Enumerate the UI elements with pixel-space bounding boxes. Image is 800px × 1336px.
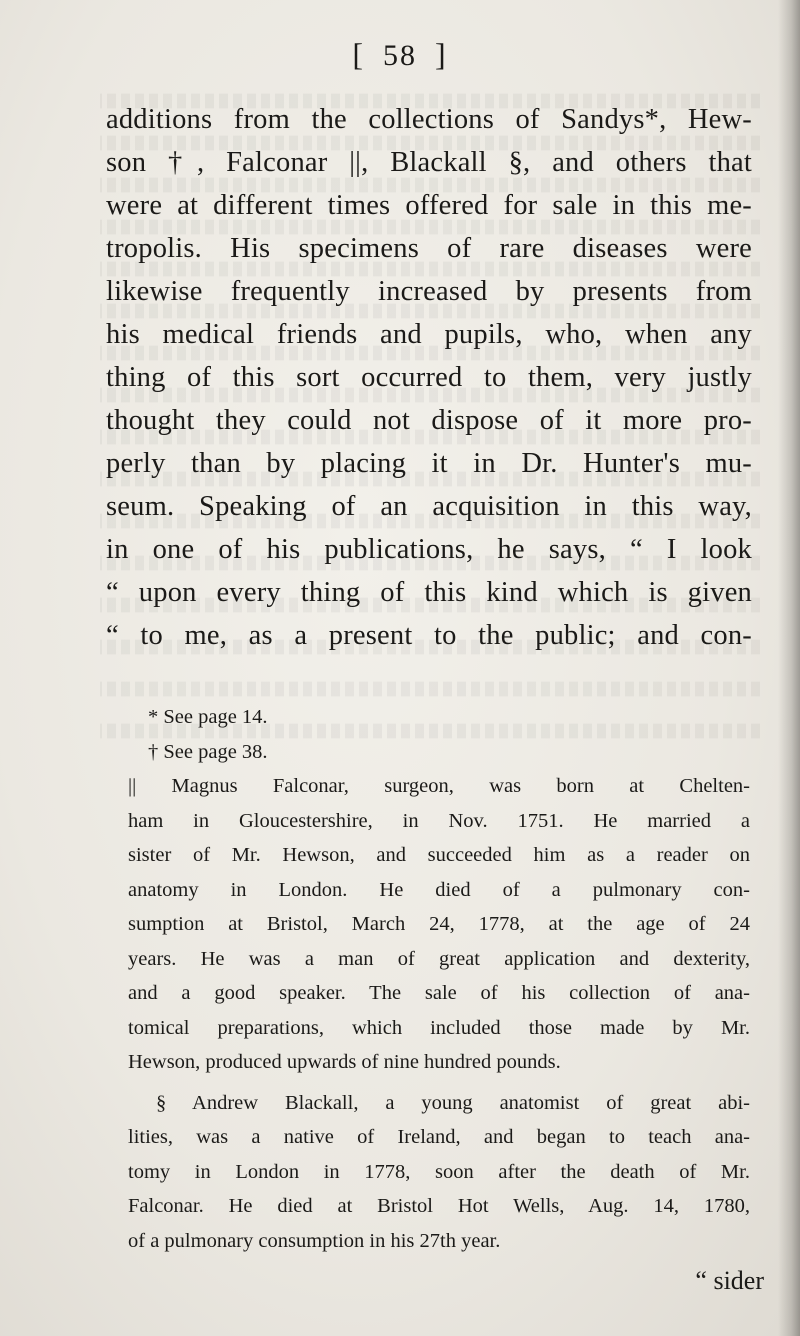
footnote-blackall-line: of a pulmonary consumption in his 27th year. [128,1229,501,1252]
main-text-line: “ upon every thing of this kind which is given [106,577,752,608]
main-text-line: thought they could not dispose of it more pro- [106,405,752,436]
footnote-star: * See page 14. [148,706,268,728]
page-number: 58 [383,39,417,72]
page-header [0,36,800,73]
catchword: “ sider [695,1266,764,1295]
footnote-blackall-line: § Andrew Blackall, a young anatomist of great abi- [156,1091,750,1114]
main-text-line: tropolis. His specimens of rare diseases were [106,233,752,264]
footnote-falconar-line: and a good speaker. The sale of his collection of ana- [128,982,750,1004]
footnote-falconar-line: sumption at Bristol, March 24, 1778, at the age of 24 [128,913,750,935]
footnote-blackall-line: lities, was a native of Ireland, and began to teach ana- [128,1126,750,1148]
footnote-falconar-line: years. He was a man of great application and dexterity, [128,947,750,970]
footnotes-block [128,700,750,1258]
main-text-line: son †, Falconar ||, Blackall §, and others that [106,147,752,178]
footnote-falconar-line: sister of Mr. Hewson, and succeeded him as a reader on [128,844,750,866]
main-text-line: his medical friends and pupils, who, when any [106,319,752,350]
footnote-falconar-line: ham in Gloucestershire, in Nov. 1751. He married a [128,809,750,832]
main-text-line: “ to me, as a present to the public; and con- [106,620,752,651]
main-text-line: additions from the collections of Sandys*, Hew- [106,104,752,135]
page-edge-shadow [778,0,800,1336]
main-text-block [106,98,752,657]
footnote-falconar-line: || Magnus Falconar, surgeon, was born at Chelten- [128,775,750,797]
main-text-line: were at different times offered for sale in this me- [106,190,752,221]
main-text-line: likewise frequently increased by presents from [106,276,752,307]
footnote-falconar-line: anatomy in London. He died of a pulmonary con- [128,878,750,901]
footnote-falconar-line: Hewson, produced upwards of nine hundred pounds. [128,1051,561,1073]
main-text-line: in one of his publications, he says, “ I look [106,534,752,565]
main-text-line: perly than by placing it in Dr. Hunter's mu- [106,448,752,479]
right-bracket: ] [435,36,448,72]
footnote-blackall-line: tomy in London in 1778, soon after the death of Mr. [128,1160,750,1183]
left-bracket: [ [352,36,365,72]
footnote-dagger: † See page 38. [148,740,268,763]
main-text-line: seum. Speaking of an acquisition in this way, [106,491,752,522]
footnote-blackall-line: Falconar. He died at Bristol Hot Wells, Aug. 14, 1780, [128,1195,750,1217]
footnote-falconar-line: tomical preparations, which included those made by Mr. [128,1016,750,1039]
main-text-line: thing of this sort occurred to them, very justly [106,362,752,393]
